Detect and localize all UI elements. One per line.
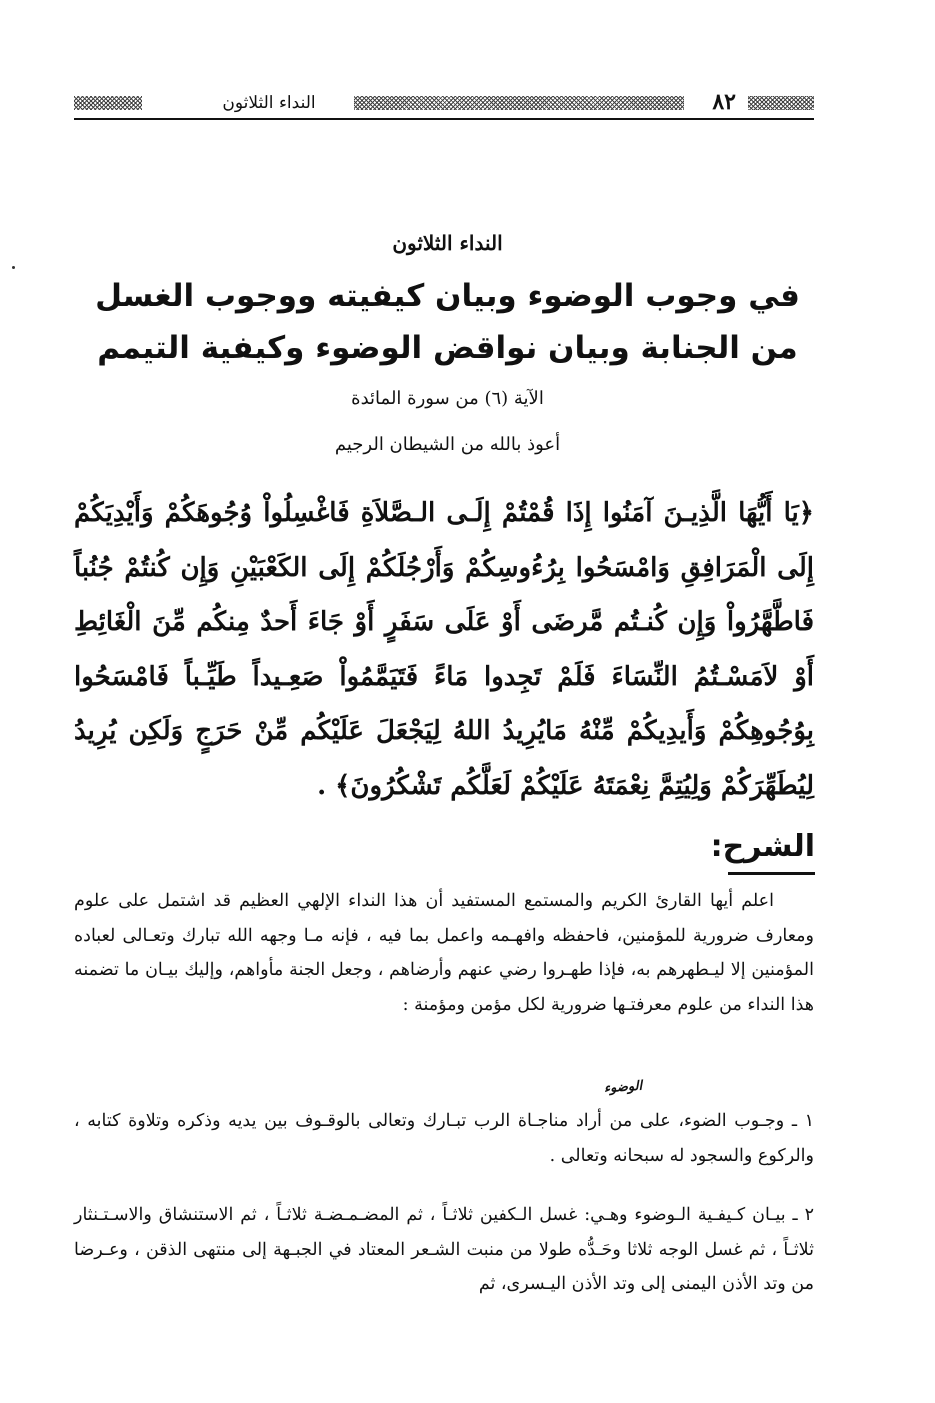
sharh-underline [728, 872, 815, 875]
running-header [74, 88, 814, 118]
chapter-title-block [80, 226, 815, 460]
sharh-heading: الشرح: [710, 829, 815, 864]
body-paragraph: ١ ـ وجـوب الضوء، على من أراد مناجـاة الرب تبـارك وتعالى بالوقـوف بين يديه وذكره وتلاوة كتابه ، والركوع والسجود له سبحانه وتعالى . [74, 1111, 814, 1166]
header-ornament-right [748, 96, 814, 110]
ayah-reference: الآية (٦) من سورة المائدة [351, 388, 544, 409]
istiadha: أعوذ بالله من الشيطان الرجيم [334, 434, 561, 455]
chapter-title-line-1: في وجوب الوضوء وبيان كيفيته ووجوب الغسل [95, 278, 800, 314]
running-title: النداء الثلاثون [222, 93, 316, 113]
scan-speck [12, 266, 15, 269]
header-ornament-middle [354, 96, 684, 110]
body-paragraph: ٢ ـ بيـان كـيفـية الـوضوء وهـي: غسل الـكفين ثلاثـاً ، ثم المضـمـضـة ثلاثـاً ، ثم الاستنشاق والاسـتـنثار ثلاثـاً ، ثم غسل الوجه ثلاثا وحَـدُّه طولا من منبت الشـعر المعتاد في الجبـهة إلى منتهى الذقن ، وعـرضا من وتد الأذن اليمنى إلى وتد الأذن اليـسرى، ثم [74, 1205, 814, 1294]
quran-verse: ﴿يَا أَيُّهَا الَّذِيـنَ آمَنُوا إِذَا قُمْتُمْ إِلَـى الـصَّلاَةِ فَاغْسِلُواْ وُجُوهَكُمْ وَأَيْدِيَكُمْ إِلَى الْمَرَافِقِ وَامْسَحُوا بِرُءُوسِكُمْ وَأَرْجُلَكُمْ إِلَى الكَعْبَيْنِ وَإِن كُنتُمْ جُنُباً فَاطَّهَّرُواْ وَإِن كُنـتُم مَّرضَى أَوْ عَلَى سَفَرٍ أَوْ جَاءَ أَحدٌ مِنكُم مِّنَ الْغَائِطِ أَوْ لاَمَسْـتُمُ النِّسَاءَ فَلَمْ تَجِدوا مَاءً فَتَيَمَّمُواْ صَعِـيداً طَيِّـباً فَامْسَحُوا بِوُجُوهِكُمْ وَأَيدِيكُمْ مِّنْهُ مَايُرِيدُ اللهُ لِيَجْعَلَ عَلَيْكُم مِّنْ حَرَجٍ وَلَكِن يُرِيدُ لِيُطَهِّرَكُمْ وَلِيُتِمَّ نِعْمَتَهُ عَلَيْكُمْ لَعَلَّكُم تَشْكُرُونَ﴾ . [74, 498, 814, 801]
page-number: ٨٢ [712, 89, 736, 115]
body-paragraph: اعلم أيها القارئ الكريم والمستمع المستفيد أن هذا النداء الإلهي العظيم قد اشتمل على علوم ومعارف ضرورية للمؤمنين، فاحفظه وافهـمه واعمل بما فيه ، فإنه مـا وجهه الله تبارك وتعـالى لعباده المؤمنين إلا ليـطهرهم به، فإذا طهـروا رضي عنهم وأرضاهم ، وجعل الجنة مأواهم، وإليك بيـان ما تضمنه هذا النداء من علوم معرفتـها ضرورية لكل مؤمن ومؤمنة : [74, 891, 814, 1015]
header-ornament-left [74, 96, 142, 110]
chapter-title-line-2: من الجنابة وبيان نواقض الوضوء وكيفية التيمم [97, 330, 798, 366]
handwritten-margin-note: الوضوء [603, 1078, 643, 1097]
chapter-number: النداء الثلاثون [392, 231, 503, 255]
header-rule [74, 118, 814, 120]
chapter-title [80, 270, 815, 374]
